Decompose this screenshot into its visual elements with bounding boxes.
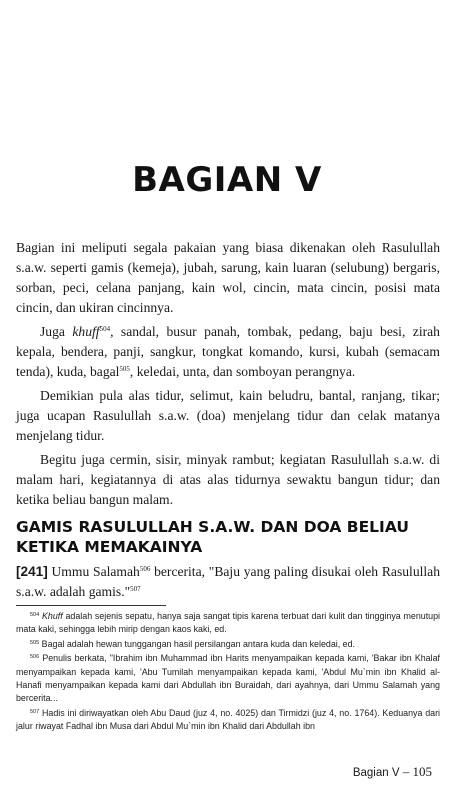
p2-middle: , sandal, busur panah, tombak, pedang, baju besi, zirah kepala, bendera, panji, sangkur, tongkat komando, kursi, kubah (semacam tenda), kuda, bagal	[16, 324, 440, 379]
page-number: 105	[412, 764, 432, 779]
footnote-number: 506	[30, 654, 40, 661]
intro-paragraph-4: Begitu juga cermin, sisir, minyak rambut; kegiatan Rasulullah s.a.w. di malam hari, kegiatannya di atas alas tidurnya sewaktu bangun tidur; dan ketika beliau bangun malam.	[16, 452, 440, 507]
intro-paragraph-2	[16, 322, 440, 382]
hadith-paragraph	[16, 562, 440, 602]
footer-separator: –	[399, 764, 413, 779]
intro-paragraph-3: Demikian pula alas tidur, selimut, kain beludru, bantal, ranjang, tikar; juga ucapan Rasulullah s.a.w. (doa) menjelang tidur dan celak matanya menjelang tidur.	[16, 388, 440, 443]
footnote-506	[16, 652, 440, 706]
footnote-504	[16, 610, 440, 637]
footnote-number: 507	[30, 708, 40, 715]
hadith-block	[16, 562, 440, 602]
footer-label: Bagian V	[352, 767, 400, 779]
footnote-number: 505	[30, 639, 40, 646]
intro-text	[16, 238, 440, 514]
footnote-507	[16, 707, 440, 734]
hadith-number: [241]	[16, 564, 48, 579]
footnote-505	[16, 638, 440, 651]
khuff-term: khuff	[72, 324, 100, 339]
footnotes	[16, 610, 440, 735]
footnote-ref-505[interactable]: 505	[119, 365, 130, 373]
footnote-text: adalah sejenis sepatu, hanya saja sangat tipis karena terbuat dari kulit dan tingginya menutupi mata kaki, sehingga lebih mirip dengan kaos kaki, ed.	[16, 611, 440, 635]
intro-paragraph-1: Bagian ini meliputi segala pakaian yang biasa dikenakan oleh Rasulullah s.a.w. seperti gamis (kemeja), jubah, sarung, kain luaran (selubung) bergaris, sorban, peci, celana panjang, kain wol, cincin, mata cincin, posisi mata cincin, dan ukiran cincinnya.	[16, 240, 440, 315]
footnote-ref-507[interactable]: 507	[130, 585, 141, 593]
footnote-text: Penulis berkata, "Ibrahim ibn Muhammad ibn Harits menyampaikan kepada kami, 'Bakar ibn Khalaf menyampaikan kepada kami, 'Abu Tumilah menyampaikan kepada kami, 'Abdul Mu`min ibn Khalid al-Hanafi menyampaikan kepada kami dari Abdullah ibn Buraidah, dari ayahnya, dari Ummu Salamah yang bercerita...	[16, 653, 440, 704]
footnote-text: Hadis ini diriwayatkan oleh Abu Daud (juz 4, no. 4025) dan Tirmidzi (juz 4, no. 1764). Keduanya dari jalur riwayat Fadhal ibn Musa dari Abdul Mu`min ibn Khalid dari Abdullah ibn	[16, 707, 441, 732]
chapter-title: BAGIAN V	[132, 160, 322, 200]
page-footer	[353, 764, 432, 780]
footnote-italic-term: Khuff	[41, 611, 63, 621]
p2-end: , keledai, unta, dan somboyan perangnya.	[129, 364, 356, 379]
section-heading: GAMIS RASULULLAH S.A.W. DAN DOA BELIAU KETIKA MEMAKAINYA	[16, 518, 409, 556]
p2-start: Juga	[40, 324, 73, 339]
footnote-number: 504	[30, 612, 40, 618]
footnote-text: Bagal adalah hewan tunggangan hasil persilangan antara kuda dan keledai, ed.	[41, 638, 355, 649]
hadith-text-start: Ummu Salamah	[47, 564, 140, 579]
footnote-ref-504[interactable]: 504	[99, 325, 111, 333]
footnote-ref-506[interactable]: 506	[139, 565, 151, 573]
footnote-divider	[16, 605, 166, 606]
hadith-text-end: bercerita, "Baju yang paling disukai oleh Rasulullah s.a.w. adalah gamis."	[16, 564, 440, 599]
